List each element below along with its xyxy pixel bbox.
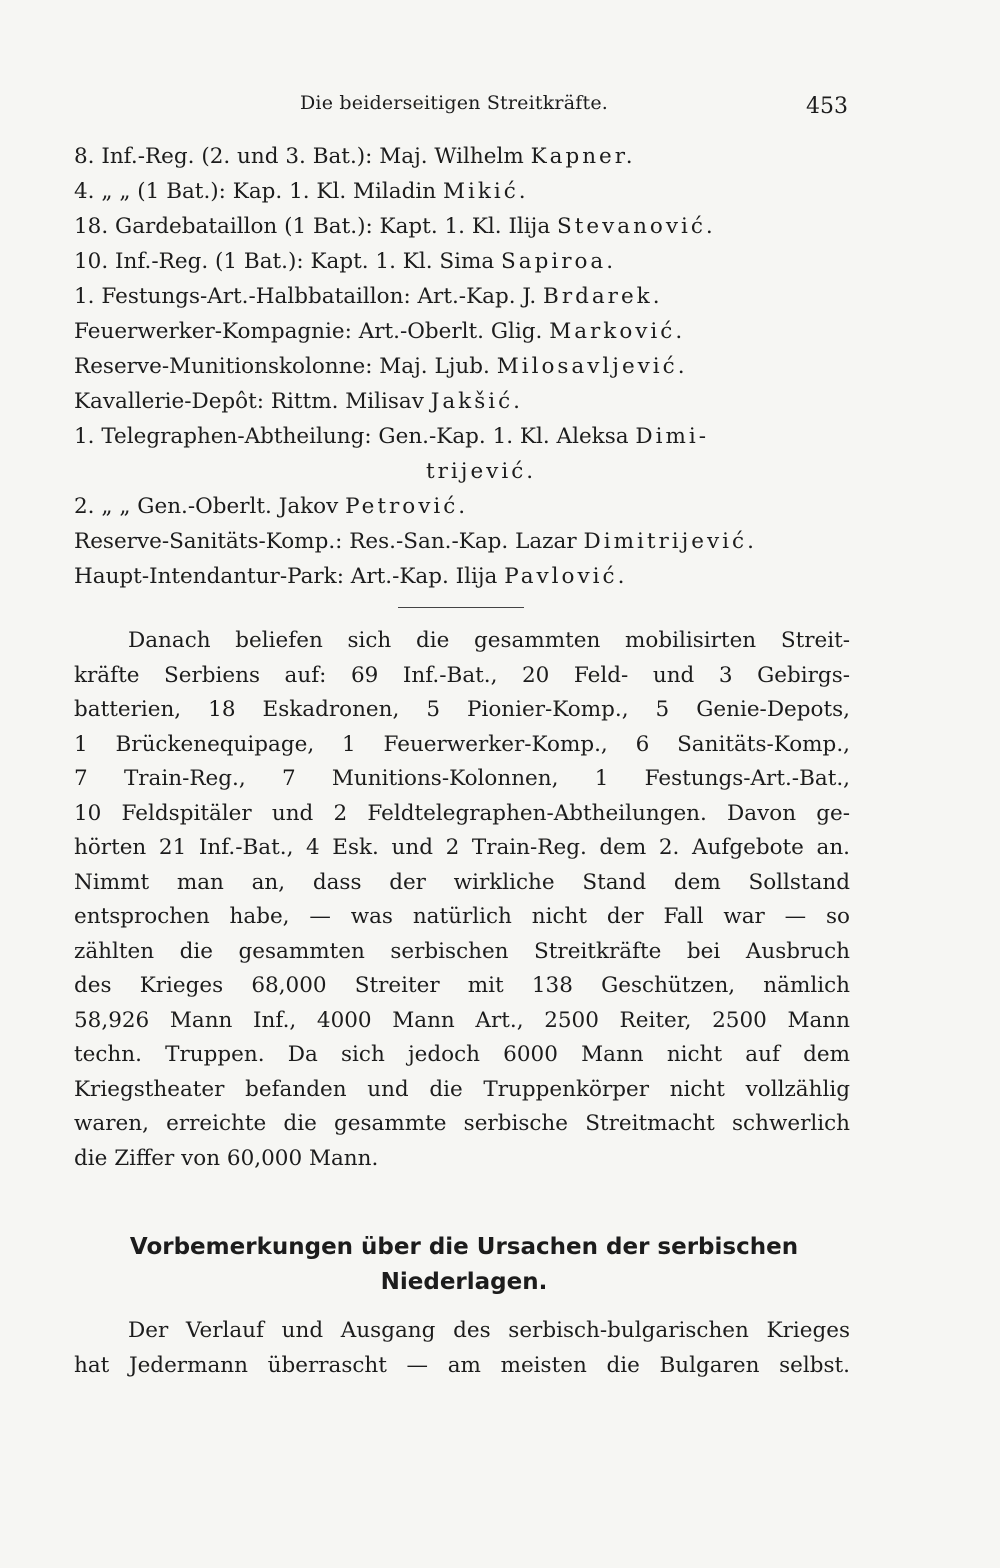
unit-text: Haupt-Intendantur-Park: Art.-Kap. Ilija [74, 564, 505, 589]
text-line: Danach beliefen sich die gesammten mobilisirten Streit- [128, 628, 850, 653]
text-line: die Ziffer von 60,000 Mann. [74, 1145, 379, 1171]
commander-name: Mikić. [442, 179, 529, 204]
unit-text: 1. Festungs-Art.-Halbbataillon: Art.-Kap. J. [74, 284, 544, 309]
commander-name: Petrović. [345, 494, 469, 519]
body-paragraph [74, 1314, 850, 1383]
unit-text: 1. Telegraphen-Abtheilung: Gen.-Kap. 1. Kl. Aleksa [74, 424, 636, 449]
list-item [74, 525, 757, 559]
commander-name: Marković. [549, 319, 686, 344]
text-line: Der Verlauf und Ausgang des serbisch-bulgarischen Krieges [128, 1318, 850, 1343]
text-line: 1 Brückenequipage, 1 Feuerwerker-Komp., 6 Sanitäts-Komp., [74, 731, 850, 757]
text-line: 7 Train-Reg., 7 Munitions-Kolonnen, 1 Festungs-Art.-Bat., [74, 766, 850, 791]
unit-text: 2. „ „ Gen.-Oberlt. Jakov [74, 494, 346, 519]
list-item [74, 350, 688, 384]
page-number: 453 [806, 94, 848, 119]
text-line: zählten die gesammten serbischen Streitkräfte bei Ausbruch [74, 938, 850, 964]
commander-name: Pavlović. [504, 564, 628, 589]
commander-name: Sapiroa. [501, 249, 617, 274]
list-item [426, 455, 536, 489]
unit-text: Feuerwerker-Kompagnie: Art.-Oberlt. Glig. [74, 319, 550, 344]
unit-text: Reserve-Munitionskolonne: Maj. Ljub. [74, 354, 497, 379]
list-item [74, 245, 616, 279]
commander-name: Kapner. [530, 144, 636, 169]
list-item [74, 385, 523, 419]
section-heading-line: Niederlagen. [380, 1269, 548, 1295]
unit-text: Kavallerie-Depôt: Rittm. Milisav [74, 389, 431, 414]
text-line: Kriegstheater befanden und die Truppenkörper nicht vollzählig [74, 1076, 850, 1102]
body-paragraph [74, 624, 850, 1176]
commander-name: Milosavljević. [496, 354, 688, 379]
list-item [74, 420, 709, 454]
list-item [74, 315, 685, 349]
text-line: 58,926 Mann Inf., 4000 Mann Art., 2500 Reiter, 2500 Mann [74, 1007, 850, 1033]
list-item [74, 140, 636, 174]
text-line: hörten 21 Inf.-Bat., 4 Esk. und 2 Train-Reg. dem 2. Aufgebote an. [74, 835, 850, 860]
text-line: des Krieges 68,000 Streiter mit 138 Geschützen, nämlich [74, 973, 850, 998]
running-head-title: Die beiderseitigen Streitkräfte. [300, 92, 608, 114]
running-head [300, 88, 848, 122]
unit-text: Reserve-Sanitäts-Komp.: Res.-San.-Kap. Lazar [74, 529, 584, 554]
list-item [74, 280, 663, 314]
commander-name: Brdarek. [543, 284, 663, 309]
text-line: techn. Truppen. Da sich jedoch 6000 Mann nicht auf dem [74, 1042, 850, 1067]
list-item [74, 560, 627, 594]
section-heading [74, 1230, 854, 1300]
list-item [74, 175, 529, 209]
unit-text: 18. Gardebataillon (1 Bat.): Kapt. 1. Kl. Ilija [74, 214, 558, 239]
unit-text: 10. Inf.-Reg. (1 Bat.): Kapt. 1. Kl. Sima [74, 249, 502, 274]
commander-name: Dimitrijević. [583, 529, 757, 554]
text-line: waren, erreichte die gesammte serbische Streitmacht schwerlich [74, 1111, 850, 1136]
list-item [74, 490, 468, 524]
section-heading-line: Vorbemerkungen über die Ursachen der serbischen [129, 1234, 799, 1260]
commander-name: Dimi- [635, 424, 710, 449]
list-item [74, 210, 716, 244]
commander-name: trijević. [426, 459, 537, 484]
text-line: batterien, 18 Eskadronen, 5 Pionier-Komp., 5 Genie-Depots, [74, 697, 850, 722]
unit-text: 4. „ „ (1 Bat.): Kap. 1. Kl. Miladin [74, 179, 443, 204]
text-line: 10 Feldspitäler und 2 Feldtelegraphen-Abtheilungen. Davon ge- [74, 800, 850, 826]
unit-text: 8. Inf.-Reg. (2. und 3. Bat.): Maj. Wilhelm [74, 144, 531, 169]
section-divider [398, 607, 524, 608]
commander-name: Jakšić. [430, 389, 523, 414]
commander-name: Stevanović. [557, 214, 716, 239]
text-line: hat Jedermann überrascht — am meisten die Bulgaren selbst. [74, 1352, 850, 1378]
text-line: entsprochen habe, — was natürlich nicht der Fall war — so [74, 904, 850, 929]
text-line: Nimmt man an, dass der wirkliche Stand dem Sollstand [74, 869, 850, 895]
text-line: kräfte Serbiens auf: 69 Inf.-Bat., 20 Feld- und 3 Gebirgs- [74, 662, 850, 688]
